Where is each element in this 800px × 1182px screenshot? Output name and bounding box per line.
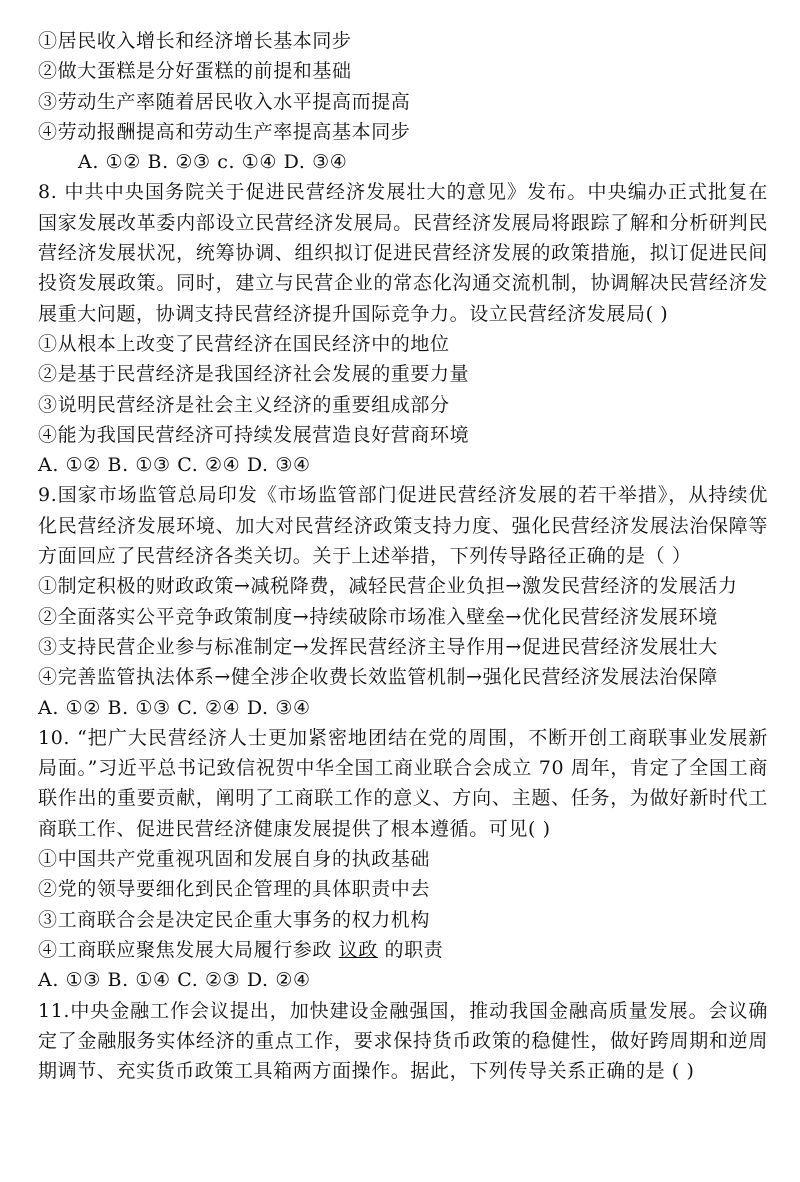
q10-stem: 10. “把广大民营经济人士更加紧密地团结在党的周围，不断开创工商联事业发展新局面。”习近平总书记致信祝贺中华全国工商业联合会成立 70 周年，肯定了全国工商联作出的重要贡献，阐明了工商联工作的意义、方向、主题、任务，为做好新时代工商联工作、促进民营经济健康发展提供了根本遵循。可见( ) [38,726,768,840]
q7-answer-choices: A. ①② B. ②③ c. ①④ D. ③④ [78,151,348,174]
q10-option-4 [38,935,768,965]
q9-option-3: ③支持民营企业参与标准制定→发挥民营经济主导作用→促进民营经济发展壮大 [38,635,718,658]
q7-option-3: ③劳动生产率随着居民收入水平提高而提高 [38,90,411,113]
q8-answer-choices: A. ①② B. ①③ C. ②④ D. ③④ [38,454,311,477]
q7-option-4: ④劳动报酬提高和劳动生产率提高基本同步 [38,120,411,143]
q10-option-4-prefix: ④工商联应聚焦发展大局履行参政 [38,938,333,961]
q8-option-3: ③说明民营经济是社会主义经济的重要组成部分 [38,393,450,416]
q10-option-3: ③工商联合会是决定民企重大事务的权力机构 [38,908,431,931]
q9-option-1: ①制定积极的财政政策→减税降费，减轻民营企业负担→激发民营经济的发展活力 [38,575,738,598]
q7-option-1: ①居民收入增长和经济增长基本同步 [38,30,352,52]
q10-option-4-underlined: 议政 [338,938,378,961]
q9-stem: 9.国家市场监管总局印发《市场监管部门促进民营经济发展的若干举措》，从持续优化民营经济发展环境、加大对民营经济政策支持力度、强化民营经济发展法治保障等方面回应了民营经济各类关切。关于上述举措，下列传导路径正确的是（ ） [38,484,768,568]
q9-option-2: ②全面落实公平竞争政策制度→持续破除市场准入壁垒→优化民营经济发展环境 [38,605,718,628]
q7-option-2: ②做大蛋糕是分好蛋糕的前提和基础 [38,60,352,83]
q10-option-4-suffix: 的职责 [384,938,444,961]
q9-option-4: ④完善监管执法体系→健全涉企收费长效监管机制→强化民营经济发展法治保障 [38,666,718,689]
q10-option-2: ②党的领导要细化到民企管理的具体职责中去 [38,878,431,901]
q8-option-1: ①从根本上改变了民营经济在国民经济中的地位 [38,332,450,355]
q8-stem: 8. 中共中央国务院关于促进民营经济发展壮大的意见》发布。中央编办正式批复在国家发展改革委内部设立民营经济发展局。民营经济发展局将跟踪了解和分析研判民营经济发展状况，统筹协调、组织拟订促进民营经济发展的政策措施，拟订促进民间投资发展政策。同时，建立与民营企业的常态化沟通交流机制，协调解决民营经济发展重大问题，协调支持民营经济提升国际竞争力。设立民营经济发展局( ) [38,181,768,325]
q8-option-2: ②是基于民营经济是我国经济社会发展的重要力量 [38,363,470,386]
exam-page [38,26,768,1086]
q10-answer-choices: A. ①③ B. ①④ C. ②③ D. ②④ [38,969,311,992]
q10-option-1: ①中国共产党重视巩固和发展自身的执政基础 [38,848,431,871]
q8-option-4: ④能为我国民营经济可持续发展营造良好营商环境 [38,423,470,446]
q9-answer-choices: A. ①② B. ①③ C. ②④ D. ③④ [38,696,311,719]
q11-stem: 11.中央金融工作会议提出，加快建设金融强国，推动我国金融高质量发展。会议确定了金融服务实体经济的重点工作，要求保持货币政策的稳健性，做好跨周期和逆周期调节、充实货币政策工具箱两方面操作。据此，下列传导关系正确的是 ( ) [38,999,768,1083]
